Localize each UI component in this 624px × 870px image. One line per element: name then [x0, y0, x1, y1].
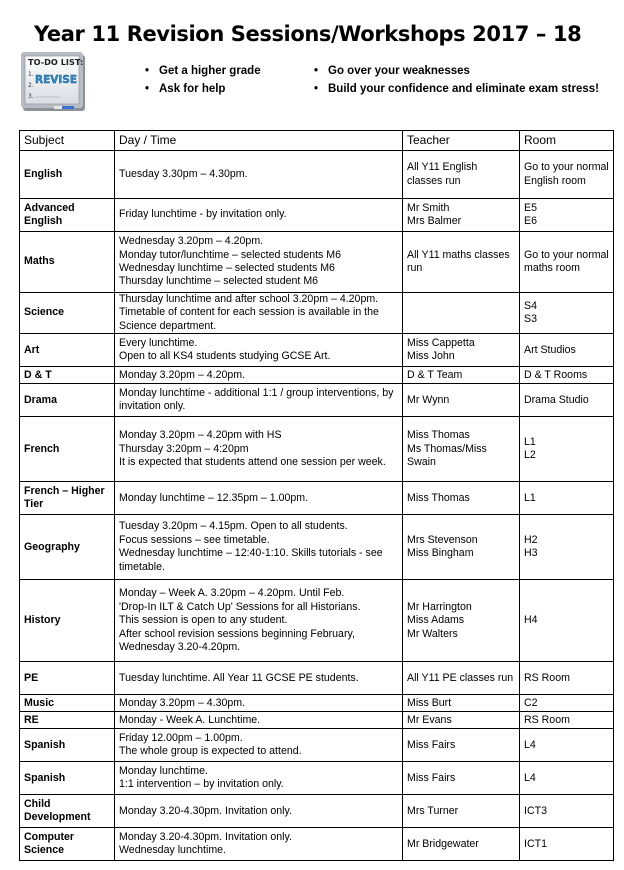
cell-room	[520, 662, 614, 695]
cell-subject	[20, 334, 115, 367]
cell-subject-line: French – Higher Tier	[24, 484, 105, 511]
cell-subject-line: English	[24, 167, 63, 180]
revision-schedule-table	[19, 130, 614, 861]
cell-subject	[20, 712, 115, 729]
cell-day-time-line: 'Drop-In ILT & Catch Up' Sessions for all Historians.	[119, 600, 361, 613]
cell-room	[520, 232, 614, 293]
cell-subject	[20, 293, 115, 334]
cell-day-time-line: Thursday lunchtime – selected student M6	[119, 275, 319, 288]
cell-teacher	[403, 232, 520, 293]
cell-subject	[20, 151, 115, 199]
bullet-item: • Get a higher grade	[145, 62, 261, 80]
cell-teacher-line: Mr Evans	[407, 713, 452, 726]
table-row	[20, 662, 614, 695]
cell-room	[520, 580, 614, 662]
cell-subject	[20, 482, 115, 515]
cell-subject-line: Computer Science	[24, 830, 75, 857]
cell-day-time-line: After school revision sessions beginning February, Wednesday 3.20-4.20pm.	[119, 627, 355, 654]
table-row	[20, 367, 614, 384]
cell-subject	[20, 729, 115, 762]
cell-subject	[20, 762, 115, 795]
cell-teacher-line: Mrs Balmer	[407, 215, 462, 227]
cell-teacher-line: Mr Wynn	[407, 393, 450, 406]
cell-teacher-line: Mr Bridgewater	[407, 837, 479, 850]
cell-subject-line: Spanish	[24, 738, 66, 751]
cell-room-line: S3	[524, 313, 537, 326]
cell-teacher-line: Mr Smith	[407, 201, 450, 214]
cell-day-time-line: Open to all KS4 students studying GCSE Art.	[119, 350, 331, 363]
table-row	[20, 712, 614, 729]
header-teacher: Teacher	[403, 131, 520, 151]
cell-day-time	[115, 729, 403, 762]
cell-teacher-line: Miss John	[407, 350, 455, 363]
cell-subject-line: Art	[24, 343, 40, 356]
cell-subject-line: Music	[24, 696, 55, 709]
cell-day-time	[115, 417, 403, 482]
header-day-time: Day / Time	[115, 131, 403, 151]
cell-day-time-line: Monday tutor/lunchtime – selected students M6	[119, 248, 341, 261]
cell-day-time-line: Friday 12.00pm – 1.00pm.	[119, 731, 243, 744]
cell-teacher	[403, 695, 520, 712]
cell-room	[520, 334, 614, 367]
cell-teacher	[403, 729, 520, 762]
cell-room-line: E5	[524, 201, 537, 214]
cell-subject	[20, 199, 115, 232]
cell-day-time-line: Monday 3.20pm – 4.20pm.	[119, 368, 246, 381]
cell-day-time-line: Friday lunchtime - by invitation only.	[119, 208, 287, 221]
cell-teacher	[403, 580, 520, 662]
table-row	[20, 515, 614, 580]
cell-room-line: Go to your normal maths room	[524, 248, 609, 274]
cell-subject-line: French	[24, 442, 60, 455]
cell-day-time-line: It is expected that students attend one session per week.	[119, 456, 386, 469]
cell-subject-line: History	[24, 614, 61, 627]
cell-teacher	[403, 795, 520, 828]
cell-day-time	[115, 384, 403, 417]
cell-teacher-line: All Y11 PE classes run	[407, 671, 514, 684]
cell-room-line: ICT1	[524, 837, 547, 850]
logo-number-1: 1.	[28, 71, 34, 78]
bullet-item: • Build your confidence and eliminate exam stress!	[314, 80, 599, 98]
cell-room	[520, 515, 614, 580]
cell-teacher-line: Miss Bingham	[407, 547, 474, 560]
cell-teacher	[403, 199, 520, 232]
cell-subject-line: Drama	[24, 393, 57, 406]
cell-room-line: C2	[524, 696, 538, 709]
cell-subject	[20, 384, 115, 417]
cell-subject	[20, 580, 115, 662]
header-subject: Subject	[20, 131, 115, 151]
cell-room	[520, 199, 614, 232]
to-do-list-revise-logo	[20, 50, 90, 120]
cell-subject-line: Maths	[24, 255, 55, 268]
cell-day-time-line: Focus sessions – see timetable.	[119, 533, 270, 546]
cell-room-line: L1	[524, 491, 536, 504]
cell-teacher-line: Mrs Stevenson	[407, 533, 478, 546]
bullet-dot-icon: •	[314, 65, 319, 77]
cell-subject-line: Advanced English	[24, 201, 75, 227]
table-row	[20, 293, 614, 334]
logo-number-3: 3.	[28, 93, 34, 100]
table-row	[20, 384, 614, 417]
cell-teacher-line: D & T Team	[407, 368, 463, 381]
cell-teacher-line: Miss Burt	[407, 696, 452, 709]
bullet-item: • Go over your weaknesses	[314, 62, 599, 80]
cell-room-line: H2	[524, 533, 538, 546]
header-room: Room	[520, 131, 614, 151]
cell-room-line: L2	[524, 449, 536, 462]
cell-day-time-line: Tuesday lunchtime. All Year 11 GCSE PE students.	[119, 671, 359, 684]
cell-room-line: Go to your normal English room	[524, 161, 609, 187]
cell-room	[520, 417, 614, 482]
cell-day-time	[115, 367, 403, 384]
cell-teacher-line: All Y11 English classes run	[407, 161, 478, 187]
cell-subject	[20, 662, 115, 695]
cell-subject	[20, 417, 115, 482]
logo-revise-text: REVISE	[35, 74, 78, 86]
cell-room	[520, 367, 614, 384]
cell-room	[520, 729, 614, 762]
cell-room-line: L1	[524, 435, 536, 448]
cell-subject	[20, 367, 115, 384]
table-row	[20, 334, 614, 367]
cell-day-time	[115, 712, 403, 729]
cell-day-time	[115, 232, 403, 293]
cell-room-line: Art Studios	[524, 343, 576, 356]
cell-teacher	[403, 828, 520, 861]
cell-teacher	[403, 662, 520, 695]
cell-day-time-line: Wednesday lunchtime – selected students M6	[119, 262, 335, 274]
cell-subject-line: Geography	[24, 540, 80, 553]
bullet-dot-icon: •	[145, 65, 150, 77]
cell-room	[520, 695, 614, 712]
cell-room-line: D & T Rooms	[524, 368, 588, 381]
table-row	[20, 695, 614, 712]
table-row	[20, 729, 614, 762]
cell-day-time-line: Monday lunchtime – 12.35pm – 1.00pm.	[119, 491, 309, 504]
cell-teacher-line: Miss Fairs	[407, 738, 456, 751]
cell-subject	[20, 695, 115, 712]
cell-day-time-line: Wednesday lunchtime.	[119, 844, 226, 857]
cell-room-line: H3	[524, 547, 538, 560]
cell-room-line: Drama Studio	[524, 393, 589, 406]
table-row	[20, 232, 614, 293]
cell-teacher-line: Ms Thomas/Miss Swain	[407, 442, 487, 469]
cell-teacher	[403, 367, 520, 384]
table-header-row	[20, 131, 614, 151]
cell-room	[520, 293, 614, 334]
cell-day-time-line: This session is open to any student.	[119, 614, 288, 627]
cell-teacher-line: Mrs Turner	[407, 804, 459, 817]
cell-room	[520, 795, 614, 828]
cell-day-time	[115, 662, 403, 695]
cell-teacher	[403, 334, 520, 367]
table-row	[20, 762, 614, 795]
cell-day-time-line: Thursday 3:20pm – 4:20pm	[119, 442, 249, 455]
cell-room	[520, 482, 614, 515]
cell-day-time-line: Thursday lunchtime and after school 3.20pm – 4.20pm. Timetable of content for each session is available in the Science department.	[119, 293, 379, 332]
bullet-item: • Ask for help	[145, 80, 261, 98]
cell-day-time-line: Monday 3.20pm – 4.30pm.	[119, 696, 246, 709]
cell-room	[520, 712, 614, 729]
cell-room-line: H4	[524, 614, 538, 627]
table-row	[20, 199, 614, 232]
cell-teacher-line: All Y11 maths classes run	[407, 248, 510, 274]
cell-day-time-line: Monday lunchtime - additional 1:1 / group interventions, by invitation only.	[119, 386, 394, 413]
cell-day-time-line: Tuesday 3.30pm – 4.30pm.	[119, 167, 248, 180]
cell-subject	[20, 795, 115, 828]
cell-subject	[20, 232, 115, 293]
cell-subject-line: Spanish	[24, 771, 66, 784]
cell-subject	[20, 828, 115, 861]
cell-subject	[20, 515, 115, 580]
cell-day-time-line: Monday 3.20-4.30pm. Invitation only.	[119, 830, 292, 843]
table-row	[20, 828, 614, 861]
cell-room	[520, 828, 614, 861]
cell-day-time-line: 1:1 intervention – by invitation only.	[119, 778, 284, 791]
cell-room-line: L4	[524, 738, 536, 751]
table-row	[20, 482, 614, 515]
cell-day-time-line: Wednesday 3.20pm – 4.20pm.	[119, 235, 264, 248]
logo-number-2: 2.	[28, 82, 34, 89]
cell-teacher-line: Miss Cappetta	[407, 336, 475, 349]
cell-teacher-line: Miss Adams	[407, 614, 465, 627]
cell-day-time	[115, 762, 403, 795]
cell-day-time	[115, 580, 403, 662]
cell-teacher	[403, 417, 520, 482]
cell-room	[520, 762, 614, 795]
table-row	[20, 580, 614, 662]
cell-teacher	[403, 293, 520, 334]
cell-day-time	[115, 293, 403, 334]
cell-day-time	[115, 795, 403, 828]
cell-day-time-line: Every lunchtime.	[119, 336, 198, 349]
cell-teacher-line: Mr Walters	[407, 627, 458, 640]
cell-teacher	[403, 384, 520, 417]
cell-room-line: S4	[524, 299, 537, 312]
cell-teacher	[403, 762, 520, 795]
table-row	[20, 151, 614, 199]
cell-room	[520, 151, 614, 199]
cell-day-time-line: Monday 3.20pm – 4.20pm with HS	[119, 429, 282, 442]
cell-teacher-line: Miss Fairs	[407, 771, 456, 784]
cell-subject-line: Child Development	[24, 797, 91, 824]
cell-teacher-line: Miss Thomas	[407, 491, 470, 504]
cell-teacher-line: Miss Thomas	[407, 429, 470, 442]
cell-day-time-line: Monday 3.20-4.30pm. Invitation only.	[119, 804, 292, 817]
cell-room-line: E6	[524, 215, 537, 227]
bullet-list-left	[145, 62, 261, 98]
logo-line1: TO-DO LIST:	[28, 57, 84, 67]
cell-day-time-line: Monday – Week A. 3.20pm – 4.20pm. Until Feb.	[119, 587, 345, 600]
cell-day-time-line: The whole group is expected to attend.	[119, 745, 302, 758]
cell-subject-line: Science	[24, 306, 65, 319]
bullet-dot-icon: •	[145, 83, 150, 95]
cell-day-time	[115, 151, 403, 199]
cell-teacher	[403, 515, 520, 580]
cell-teacher	[403, 151, 520, 199]
cell-room-line: ICT3	[524, 804, 547, 817]
cell-day-time	[115, 695, 403, 712]
cell-day-time-line: Monday lunchtime.	[119, 764, 208, 777]
cell-room-line: L4	[524, 771, 536, 784]
bullet-dot-icon: •	[314, 83, 319, 95]
cell-day-time-line: Tuesday 3.20pm – 4.15pm. Open to all students.	[119, 520, 348, 533]
cell-room	[520, 384, 614, 417]
cell-subject-line: RE	[24, 713, 39, 726]
cell-room-line: RS Room	[524, 713, 570, 726]
cell-day-time	[115, 828, 403, 861]
cell-subject-line: PE	[24, 671, 39, 684]
cell-teacher	[403, 712, 520, 729]
cell-teacher-line: Mr Harrington	[407, 600, 472, 613]
cell-day-time	[115, 199, 403, 232]
table-row	[20, 417, 614, 482]
cell-subject-line: D & T	[24, 368, 52, 381]
cell-teacher	[403, 482, 520, 515]
table-row	[20, 795, 614, 828]
cell-day-time	[115, 482, 403, 515]
cell-day-time	[115, 334, 403, 367]
cell-room-line: RS Room	[524, 671, 570, 684]
cell-day-time-line: Monday - Week A. Lunchtime.	[119, 713, 261, 726]
page-title: Year 11 Revision Sessions/Workshops 2017 – 18	[34, 22, 582, 46]
bullet-list-right	[314, 62, 599, 98]
cell-day-time	[115, 515, 403, 580]
cell-day-time-line: Wednesday lunchtime – 12:40-1:10. Skills tutorials - see timetable.	[119, 547, 383, 573]
